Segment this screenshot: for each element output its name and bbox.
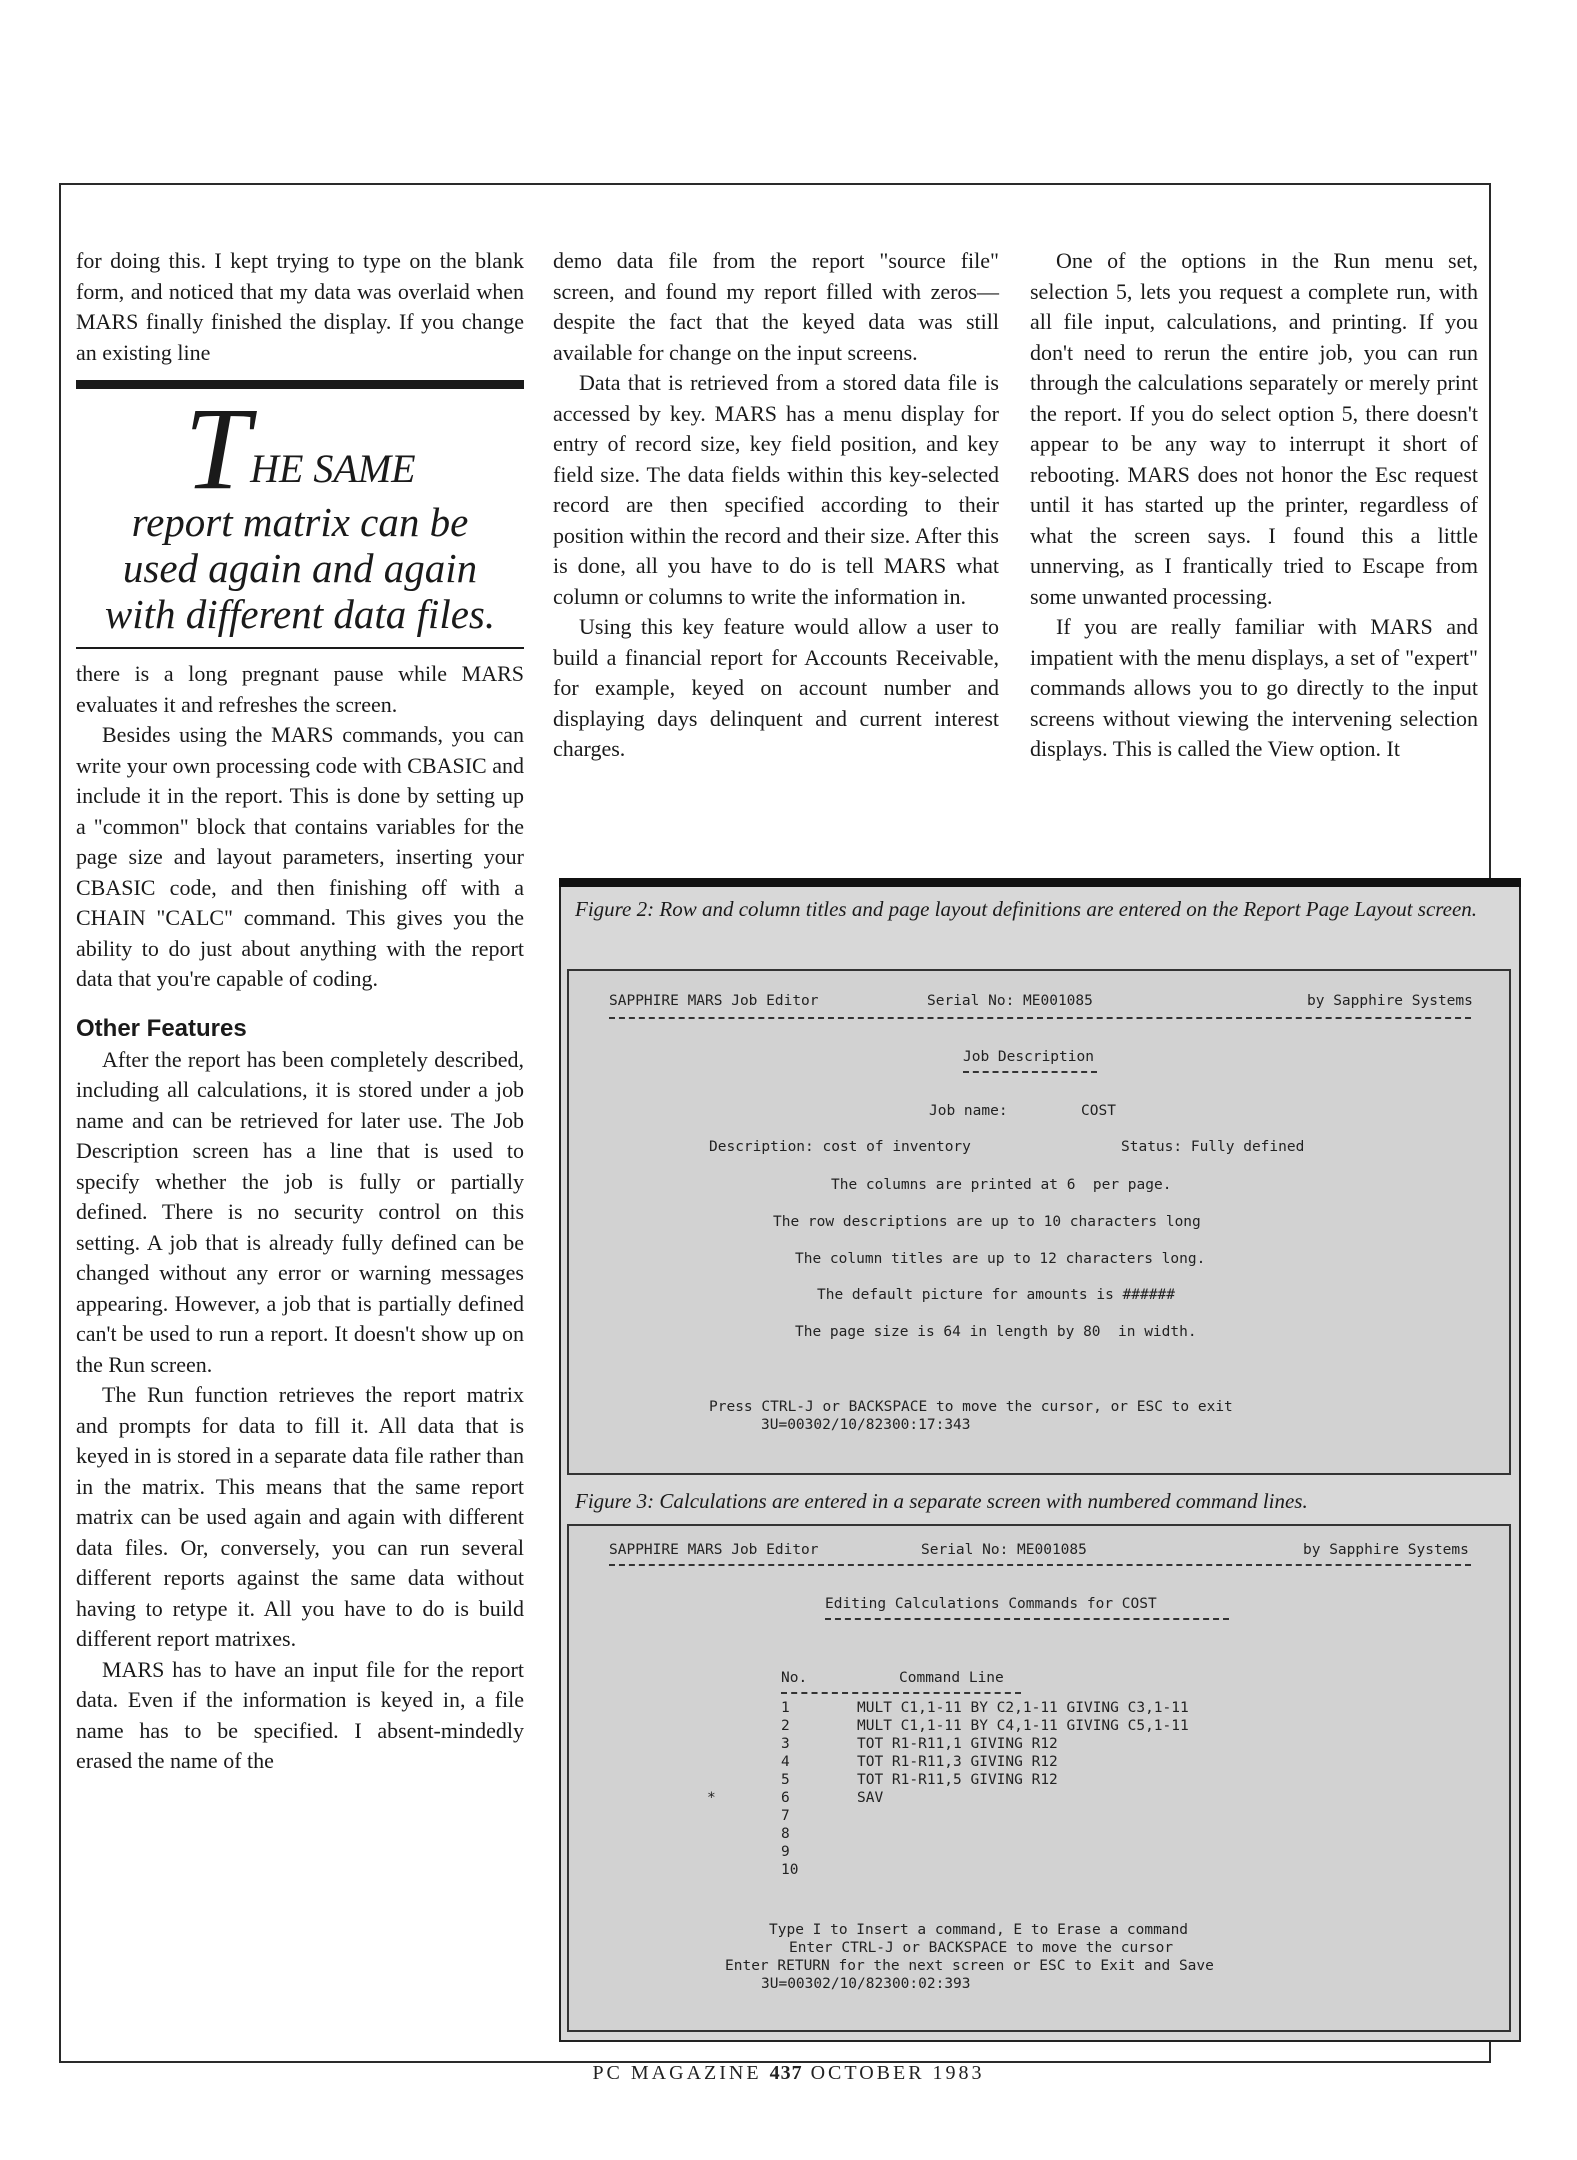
screen-status-line: 3U=00302/10/82300:17:343 [761, 1417, 971, 1433]
screen-line: The columns are printed at 6 per page. [831, 1177, 1172, 1193]
figure-3-screen [567, 1524, 1511, 2032]
footer-date: OCTOBER 1983 [810, 2062, 985, 2084]
screen-header-right: by Sapphire Systems [1303, 1542, 1469, 1558]
article-column-3 [1030, 246, 1478, 765]
command-number: 4 [781, 1754, 790, 1770]
command-line: MULT C1,1-11 BY C4,1-11 GIVING C5,1-11 [857, 1718, 1189, 1734]
paragraph: The Run function retrieves the report matrix and prompts for data to fill it. All data that is keyed in is stored in a separate data file rather than in the matrix. This means that the same report matrix can be used again and again with different data files. Or, conversely, you can run several different reports against the same data without having to retype it. All you have to do is build different report matrixes. [76, 1382, 524, 1651]
command-line: MULT C1,1-11 BY C2,1-11 GIVING C3,1-11 [857, 1700, 1189, 1716]
screen-help: Enter CTRL-J or BACKSPACE to move the cursor [789, 1940, 1174, 1956]
paragraph: Data that is retrieved from a stored data file is accessed by key. MARS has a menu display for entry of record size, key field position, and key field size. The data fields within this key-selected record are then specified according to their position within the record and their size. After this is done, all you have to do is tell MARS what column or columns to write the information in. [553, 370, 999, 609]
command-line: TOT R1-R11,3 GIVING R12 [857, 1754, 1058, 1770]
footer-page-number: 437 [769, 2062, 803, 2084]
paragraph: there is a long pregnant pause while MARS evaluates it and refreshes the screen. [76, 661, 524, 717]
divider [76, 380, 524, 389]
command-number: 9 [781, 1844, 790, 1860]
command-number: 5 [781, 1772, 790, 1788]
figure-2-screen [567, 969, 1511, 1475]
pull-quote-line: with different data files. [104, 591, 496, 637]
divider [76, 647, 524, 649]
command-line: SAV [857, 1790, 884, 1806]
paragraph: demo data file from the report "source file" screen, and found my report filled with zeros—despite the fact that the keyed data was still available for change on the input screens. [553, 248, 999, 365]
paragraph: Besides using the MARS commands, you can write your own processing code with CBASIC and include it in the report. This is done by setting up a "common" block that contains variables for the page size and layout parameters, inserting your CBASIC code, and then finishing off with a CHAIN "CALC" command. This gives you the ability to do just about anything with the report data that you're capable of coding. [76, 722, 524, 991]
command-number: 8 [781, 1826, 790, 1842]
screen-rule [609, 1564, 1471, 1566]
screen-line: The default picture for amounts is ###### [817, 1287, 1175, 1303]
command-number: 10 [781, 1862, 799, 1878]
column-header-command: Command Line [899, 1670, 1004, 1686]
screen-header-right: by Sapphire Systems [1307, 993, 1473, 1009]
command-number: 1 [781, 1700, 790, 1716]
footer-magazine: PC MAGAZINE [592, 2062, 762, 2084]
job-name-label: Job name: [929, 1103, 1008, 1119]
screen-header-serial: Serial No: ME001085 [921, 1542, 1087, 1558]
pull-quote-line: report matrix can be [131, 499, 469, 545]
command-number: 6 [781, 1790, 790, 1806]
screen-rule [609, 1017, 1471, 1019]
screen-help: Enter RETURN for the next screen or ESC to Exit and Save [725, 1958, 1214, 1974]
figures-box [559, 882, 1521, 2042]
column-header-no: No. [781, 1670, 808, 1686]
pull-quote [76, 383, 524, 637]
screen-header-left: SAPPHIRE MARS Job Editor [609, 1542, 819, 1558]
screen-rule [781, 1692, 1021, 1694]
cursor-marker: * [707, 1790, 716, 1806]
command-number: 2 [781, 1718, 790, 1734]
screen-help: Press CTRL-J or BACKSPACE to move the cursor, or ESC to exit [709, 1399, 1233, 1415]
screen-header-serial: Serial No: ME001085 [927, 993, 1093, 1009]
screen-rule [825, 1618, 1229, 1620]
pull-quote-line: used again and again [122, 545, 478, 591]
page-footer [0, 2062, 1577, 2085]
screen-title: Editing Calculations Commands for COST [825, 1596, 1157, 1612]
paragraph: After the report has been completely described, including all calculations, it is stored under a job name and can be retrieved for later use. The Job Description screen has a line that is used to specify whether the job is fully or partially defined. There is no security control on this setting. A job that is already fully defined can be changed without any error or warning messages appearing. However, a job that is partially defined can't be used to run a report. It doesn't show up on the Run screen. [76, 1046, 524, 1377]
pull-quote-line: HE SAME [250, 446, 416, 491]
article-column-1 [76, 246, 524, 1777]
figure-3-caption: Figure 3: Calculations are entered in a separate screen with numbered command lines. [575, 1489, 1308, 1513]
figure-2-caption: Figure 2: Row and column titles and page layout definitions are entered on the Report Page Layout screen. [575, 897, 1478, 921]
job-name-value: COST [1081, 1103, 1116, 1119]
command-line: TOT R1-R11,5 GIVING R12 [857, 1772, 1058, 1788]
command-line: TOT R1-R11,1 GIVING R12 [857, 1736, 1058, 1752]
article-column-2 [553, 246, 999, 765]
paragraph: for doing this. I kept trying to type on the blank form, and noticed that my data was overlaid when MARS finally finished the display. If you change an existing line [76, 248, 524, 365]
screen-header-left: SAPPHIRE MARS Job Editor [609, 993, 819, 1009]
paragraph: MARS has to have an input file for the report data. Even if the information is keyed in, a file name has to be specified. I absent-mindedly erased the name of the [76, 1656, 524, 1773]
drop-letter: T [184, 383, 251, 514]
job-description: Description: cost of inventory [709, 1139, 971, 1155]
screen-rule [963, 1071, 1097, 1073]
section-heading: Other Features [76, 1014, 247, 1042]
screen-line: The row descriptions are up to 10 characters long [773, 1214, 1201, 1230]
paragraph: One of the options in the Run menu set, selection 5, lets you request a complete run, with all file input, calculations, and printing. If you don't need to rerun the entire job, you can run through the calculations separately or merely print the report. If you do select option 5, there doesn't appear to be any way to interrupt it short of rebooting. MARS does not honor the Esc request until it has started up the printer, regardless of what the screen says. I found this a little unnerving, as I frantically tried to Escape from some unwanted processing. [1030, 248, 1478, 609]
paragraph: Using this key feature would allow a user to build a financial report for Accounts Receivable, for example, keyed on account number and displaying days delinquent and current interest charges. [553, 614, 999, 761]
screen-line: The column titles are up to 12 characters long. [795, 1251, 1206, 1267]
screen-title: Job Description [963, 1049, 1094, 1065]
paragraph: If you are really familiar with MARS and impatient with the menu displays, a set of "expert" commands allows you to go directly to the input screens without viewing the intervening selection displays. This is called the View option. It [1030, 614, 1478, 761]
job-status: Status: Fully defined [1121, 1139, 1305, 1155]
screen-status-line: 3U=00302/10/82300:02:393 [761, 1976, 971, 1992]
screen-help: Type I to Insert a command, E to Erase a command [769, 1922, 1189, 1938]
command-number: 3 [781, 1736, 790, 1752]
screen-line: The page size is 64 in length by 80 in width. [795, 1324, 1197, 1340]
command-number: 7 [781, 1808, 790, 1824]
figure-top-rule [559, 878, 1521, 887]
